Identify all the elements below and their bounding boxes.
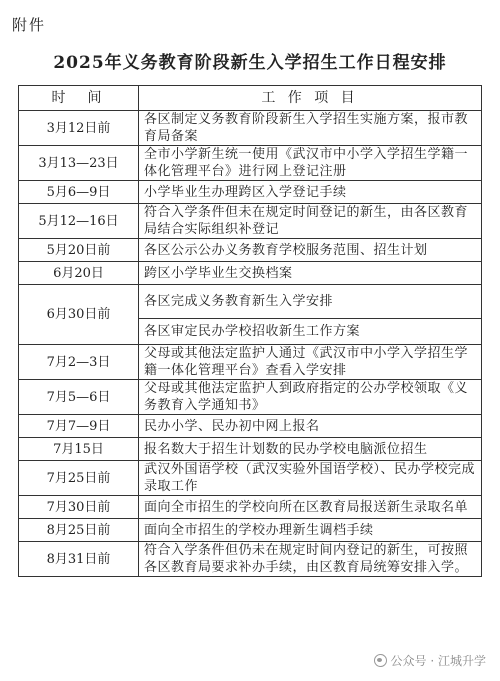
row-time: 6月30日前: [19, 285, 139, 345]
row-item: 全市小学新生统一使用《武汉市中小学入学招生学籍一体化管理平台》进行网上登记注册: [139, 146, 482, 181]
table-row: [19, 111, 482, 146]
table-row: [19, 380, 482, 415]
row-item: 跨区小学毕业生交换档案: [139, 262, 482, 285]
table-row: [19, 461, 482, 496]
row-time: 3月13—23日: [19, 146, 139, 181]
row-time: 5月6—9日: [19, 181, 139, 204]
row-time: 7月5—6日: [19, 380, 139, 415]
watermark-text: 公众号 · 江城升学: [390, 654, 486, 668]
table-row: [19, 496, 482, 519]
row-time: 5月12—16日: [19, 204, 139, 239]
table-row: [19, 181, 482, 204]
table-row: [19, 519, 482, 542]
row-item: 各区公示公办义务教育学校服务范围、招生计划: [139, 239, 482, 262]
row-time: 8月31日前: [19, 542, 139, 577]
row-time: 7月30日前: [19, 496, 139, 519]
row-item: 各区审定民办学校招收新生工作方案: [139, 319, 482, 345]
table-row: [19, 239, 482, 262]
watermark: [374, 652, 486, 669]
table-row: [19, 438, 482, 461]
table-row: [19, 204, 482, 239]
row-item: 民办小学、民办初中网上报名: [139, 415, 482, 438]
table-row: [19, 542, 482, 577]
table-row: [19, 146, 482, 181]
row-item: 各区制定义务教育阶段新生入学招生实施方案，报市教育局备案: [139, 111, 482, 146]
row-item: 各区完成义务教育新生入学安排: [139, 285, 482, 319]
table-row: [19, 415, 482, 438]
header-item: 工 作 项 目: [139, 86, 482, 111]
row-item: 小学毕业生办理跨区入学登记手续: [139, 181, 482, 204]
table-row: [19, 285, 482, 319]
attachment-label: 附件: [12, 16, 47, 34]
table-row: [19, 262, 482, 285]
row-time: 7月25日前: [19, 461, 139, 496]
row-item: 武汉外国语学校（武汉实验外国语学校）、民办学校完成录取工作: [139, 461, 482, 496]
row-item: 面向全市招生的学校办理新生调档手续: [139, 519, 482, 542]
row-time: 3月12日前: [19, 111, 139, 146]
table-header-row: [19, 86, 482, 111]
row-item: 报名数大于招生计划数的民办学校电脑派位招生: [139, 438, 482, 461]
row-item: 父母或其他法定监护人通过《武汉市中小学入学招生学籍一体化管理平台》查看入学安排: [139, 345, 482, 380]
row-time: 8月25日前: [19, 519, 139, 542]
row-time: 7月15日: [19, 438, 139, 461]
wechat-icon: [374, 654, 387, 667]
row-item: 父母或其他法定监护人到政府指定的公办学校领取《义务教育入学通知书》: [139, 380, 482, 415]
row-item: 符合入学条件但仍未在规定时间内登记的新生，可按照各区教育局要求补办手续，由区教育局统筹安排入学。: [139, 542, 482, 577]
document-title: 2025年义务教育阶段新生入学招生工作日程安排: [53, 53, 447, 73]
row-time: 7月7—9日: [19, 415, 139, 438]
row-time: 7月2—3日: [19, 345, 139, 380]
row-time: 6月20日: [19, 262, 139, 285]
schedule-table: [18, 85, 482, 577]
header-time: 时 间: [19, 86, 139, 111]
row-time: 5月20日前: [19, 239, 139, 262]
row-item: 面向全市招生的学校向所在区教育局报送新生录取名单: [139, 496, 482, 519]
row-item: 符合入学条件但未在规定时间登记的新生，由各区教育局结合实际组织补登记: [139, 204, 482, 239]
table-row: [19, 345, 482, 380]
